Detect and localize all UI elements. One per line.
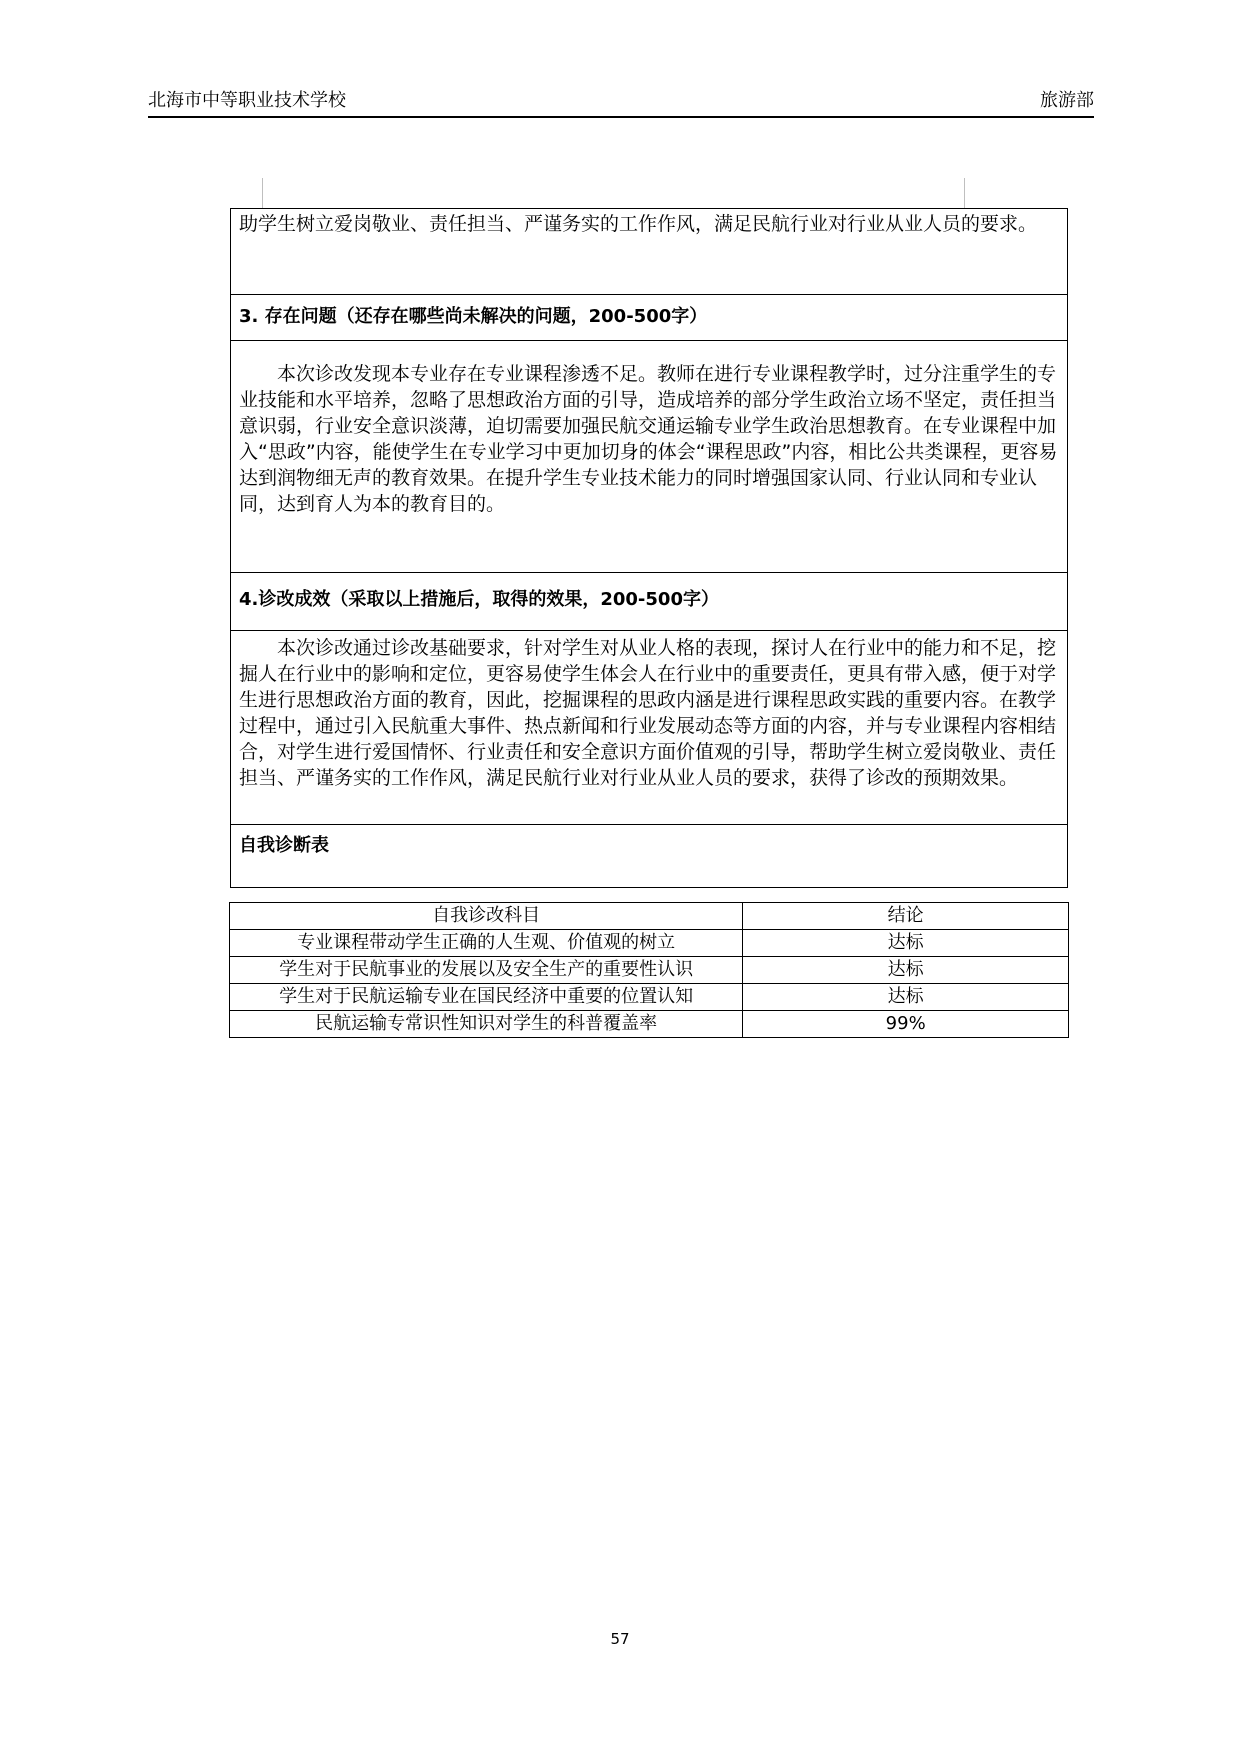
- table-tick-right: [964, 178, 965, 208]
- conclusion-cell: 达标: [743, 957, 1069, 984]
- table-row: [230, 984, 1069, 1011]
- school-name: 北海市中等职业技术学校: [148, 90, 346, 111]
- section4-heading-cell: [231, 573, 1067, 631]
- self-diagnosis-title-cell: [231, 825, 1067, 887]
- section3-body: 本次诊改发现本专业存在专业课程渗透不足。教师在进行专业课程教学时，过分注重学生的专业技能和水平培养，忽略了思想政治方面的引导，造成培养的部分学生政治立场不坚定，责任担当意识弱，行业安全意识淡薄，迫切需要加强民航交通运输专业学生政治思想教育。在专业课程中加入“思政”内容，能使学生在专业学习中更加切身的体会“课程思政”内容，相比公共类课程，更容易达到润物细无声的教育效果。在提升学生专业技术能力的同时增强国家认同、行业认同和专业认同，达到育人为本的教育目的。: [239, 363, 1058, 515]
- table-tick-left: [262, 178, 263, 208]
- table-row: [230, 930, 1069, 957]
- diagnosis-report-table: [230, 208, 1068, 888]
- table-row: [230, 1011, 1069, 1038]
- section4-body-cell: [231, 631, 1067, 825]
- conclusion-cell: 达标: [743, 930, 1069, 957]
- section4-body: 本次诊改通过诊改基础要求，针对学生对从业人格的表现，探讨人在行业中的能力和不足，挖掘人在行业中的影响和定位，更容易使学生体会人在行业中的重要责任，更具有带入感，便于对学生进行思想政治方面的教育，因此，挖掘课程的思政内涵是进行课程思政实践的重要内容。在教学过程中，通过引入民航重大事件、热点新闻和行业发展动态等方面的内容，并与专业课程内容相结合，对学生进行爱国情怀、行业责任和安全意识方面价值观的引导，帮助学生树立爱岗敬业、责任担当、严谨务实的工作作风，满足民航行业对行业从业人员的要求，获得了诊改的预期效果。: [239, 637, 1057, 789]
- continuation-text: 助学生树立爱岗敬业、责任担当、严谨务实的工作作风，满足民航行业对行业从业人员的要求。: [239, 213, 1038, 235]
- section3-body-cell: [231, 341, 1067, 573]
- self-diagnosis-table: [229, 902, 1069, 1038]
- conclusion-column-header: 结论: [743, 903, 1069, 930]
- table-row: [230, 957, 1069, 984]
- subject-cell: 民航运输专常识性知识对学生的科普覆盖率: [230, 1011, 743, 1038]
- table-header-row: [230, 903, 1069, 930]
- self-diagnosis-title: 自我诊断表: [239, 835, 329, 856]
- conclusion-cell: 99%: [743, 1011, 1069, 1038]
- subject-column-header: 自我诊改科目: [230, 903, 743, 930]
- page-number: 57: [610, 1630, 630, 1648]
- section3-heading-cell: [231, 295, 1067, 341]
- continuation-cell: [231, 209, 1067, 295]
- subject-cell: 专业课程带动学生正确的人生观、价值观的树立: [230, 930, 743, 957]
- section4-heading: 4.诊改成效（采取以上措施后，取得的效果，200-500字）: [239, 589, 719, 610]
- department-name: 旅游部: [1040, 90, 1094, 111]
- section3-heading: 3. 存在问题（还存在哪些尚未解决的问题，200-500字）: [239, 306, 708, 327]
- subject-cell: 学生对于民航事业的发展以及安全生产的重要性认识: [230, 957, 743, 984]
- conclusion-cell: 达标: [743, 984, 1069, 1011]
- subject-cell: 学生对于民航运输专业在国民经济中重要的位置认知: [230, 984, 743, 1011]
- page-header: [148, 86, 1094, 118]
